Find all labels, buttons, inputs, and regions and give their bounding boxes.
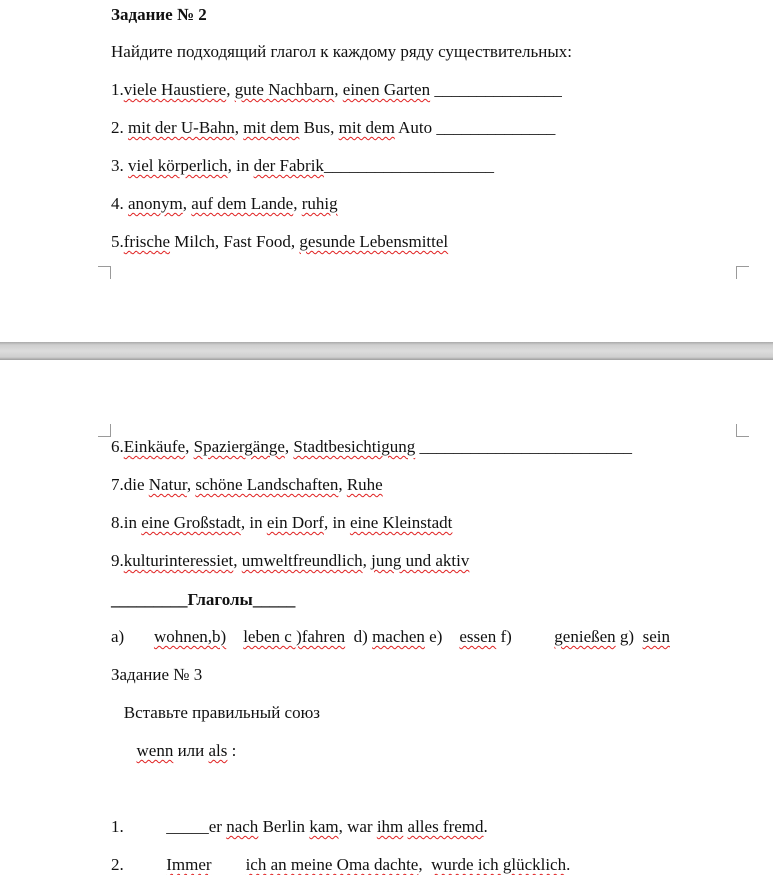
text-run: , in [323,513,350,532]
spellcheck-flagged-text: wurde ich glücklich [431,855,567,874]
text-run: , in [240,513,267,532]
document-line[interactable] [111,5,207,25]
text-run: 4. [111,194,128,213]
text-run: 7.die [111,475,149,494]
spellcheck-flagged-text: mit dem [243,118,300,137]
text-run: 5. [111,232,124,251]
text-run: , [293,194,302,213]
spellcheck-flagged-text: jung und aktiv [371,551,470,570]
spellcheck-flagged-text: mit der U-Bahn [128,118,235,137]
spellcheck-flagged-text: anonym [128,194,183,213]
document-line[interactable] [111,627,670,647]
document-line[interactable] [111,194,338,214]
spellcheck-flagged-text: Natur [148,475,187,494]
spellcheck-flagged-text: schöne Landschaften [195,475,339,494]
spellcheck-flagged-text: alles fremd [407,817,484,836]
spellcheck-flagged-text: Spaziergänge [193,437,285,456]
spellcheck-flagged-text: auf dem Lande [191,194,294,213]
text-run: f) [496,627,555,646]
spellcheck-flagged-text: Stadtbesichtigung [293,437,416,456]
text-run: , [185,437,194,456]
document-line[interactable] [111,817,488,837]
text-run: , [338,475,347,494]
text-run: d) [345,627,373,646]
document-line[interactable] [111,513,452,533]
text-run: _______________ [430,80,562,99]
text-run: Вставьте правильный союз [111,703,321,722]
document-line[interactable] [111,42,572,62]
spellcheck-flagged-text: genießen [554,627,616,646]
text-run: Задание № 3 [111,665,203,684]
margin-corner-mark [736,266,749,279]
text-run: _________Глаголы_____ [111,590,296,609]
text-run: _________________________ [415,437,632,456]
text-run: , [233,551,242,570]
text-run: 1. [111,80,124,99]
spellcheck-flagged-text: ein Dorf [266,513,324,532]
spellcheck-flagged-text: kulturinteressiet [123,551,234,570]
spellcheck-flagged-text: viele Haustiere [123,80,227,99]
text-run: Berlin [258,817,310,836]
spellcheck-flagged-text: Einkäufe [123,437,186,456]
spellcheck-flagged-text: der Fabrik [253,156,324,175]
spellcheck-flagged-text: viel körperlich [128,156,228,175]
text-run: , war [338,817,377,836]
margin-corner-mark [736,424,749,437]
spellcheck-flagged-text: ihm [376,817,404,836]
document-page-2[interactable] [0,360,773,874]
text-run: 8.in [111,513,142,532]
spellcheck-flagged-text: ruhig [301,194,338,213]
document-line[interactable] [111,80,562,100]
text-run [226,627,243,646]
document-line[interactable] [111,703,320,723]
document-line[interactable] [111,232,448,252]
text-run [111,741,137,760]
spellcheck-flagged-text: gute Nachbarn [234,80,335,99]
text-run: , [226,80,235,99]
text-run: Auto ______________ [394,118,556,137]
spellcheck-flagged-text: umweltfreundlich [241,551,363,570]
document-line[interactable] [111,665,202,685]
spellcheck-flagged-text: mit dem [338,118,395,137]
margin-corner-mark [98,266,111,279]
page-break-gap [0,342,773,360]
document-line[interactable] [111,551,469,571]
text-run: 2. [111,118,128,137]
text-run: Найдите подходящий глагол к каждому ряду существительных: [111,42,573,61]
spellcheck-flagged-text: gesunde Lebensmittel [299,232,449,251]
text-run: , [334,80,343,99]
document-line[interactable] [111,156,494,176]
spellcheck-flagged-text: wohnen,b) [153,627,227,646]
text-run: Bus, [299,118,339,137]
text-run: Задание № 2 [111,5,207,24]
text-run: Milch, Fast Food, [170,232,300,251]
document-page-1[interactable] [0,0,773,342]
text-run: : [227,741,237,760]
text-run: 2. [111,855,167,874]
text-run: ____________________ [323,156,494,175]
text-run: , in [227,156,254,175]
text-run: , [234,118,244,137]
spellcheck-flagged-text: frische [123,232,171,251]
spellcheck-flagged-text: kam [309,817,339,836]
spellcheck-flagged-text: leben c )fahren [243,627,346,646]
text-run: 1. _____er [111,817,227,836]
text-run: g) [615,627,643,646]
spellcheck-flagged-text: essen [459,627,497,646]
spellcheck-flagged-text: als [208,741,228,760]
text-run: e) [424,627,460,646]
spellcheck-flagged-text: machen [372,627,425,646]
document-line[interactable] [111,118,555,138]
text-run: или [173,741,209,760]
spellcheck-flagged-text: wenn [136,741,174,760]
text-run: . [566,855,571,874]
document-line[interactable] [111,590,295,610]
spellcheck-flagged-text: eine Großstadt [141,513,241,532]
text-run: , [186,475,196,494]
document-line[interactable] [111,475,383,495]
spellcheck-flagged-text: einen Garten [342,80,431,99]
text-run: , [284,437,294,456]
document-line[interactable] [111,855,570,875]
text-run: , [362,551,372,570]
text-run: , [418,855,432,874]
spellcheck-flagged-text: Immer [166,855,212,874]
text-run: . [483,817,488,836]
spellcheck-flagged-text: Ruhe [346,475,383,494]
spellcheck-flagged-text: ich an meine Oma dachte [245,855,419,874]
text-run: 3. [111,156,128,175]
spellcheck-flagged-text: eine Kleinstadt [349,513,453,532]
text-run: , [182,194,192,213]
text-run: a) [111,627,154,646]
spellcheck-flagged-text: sein [642,627,670,646]
text-run: 9. [111,551,124,570]
text-run [212,855,246,874]
document-line[interactable] [111,437,632,457]
text-run: 6. [111,437,124,456]
spellcheck-flagged-text: nach [226,817,259,836]
margin-corner-mark [98,424,111,437]
document-line[interactable] [111,741,236,761]
